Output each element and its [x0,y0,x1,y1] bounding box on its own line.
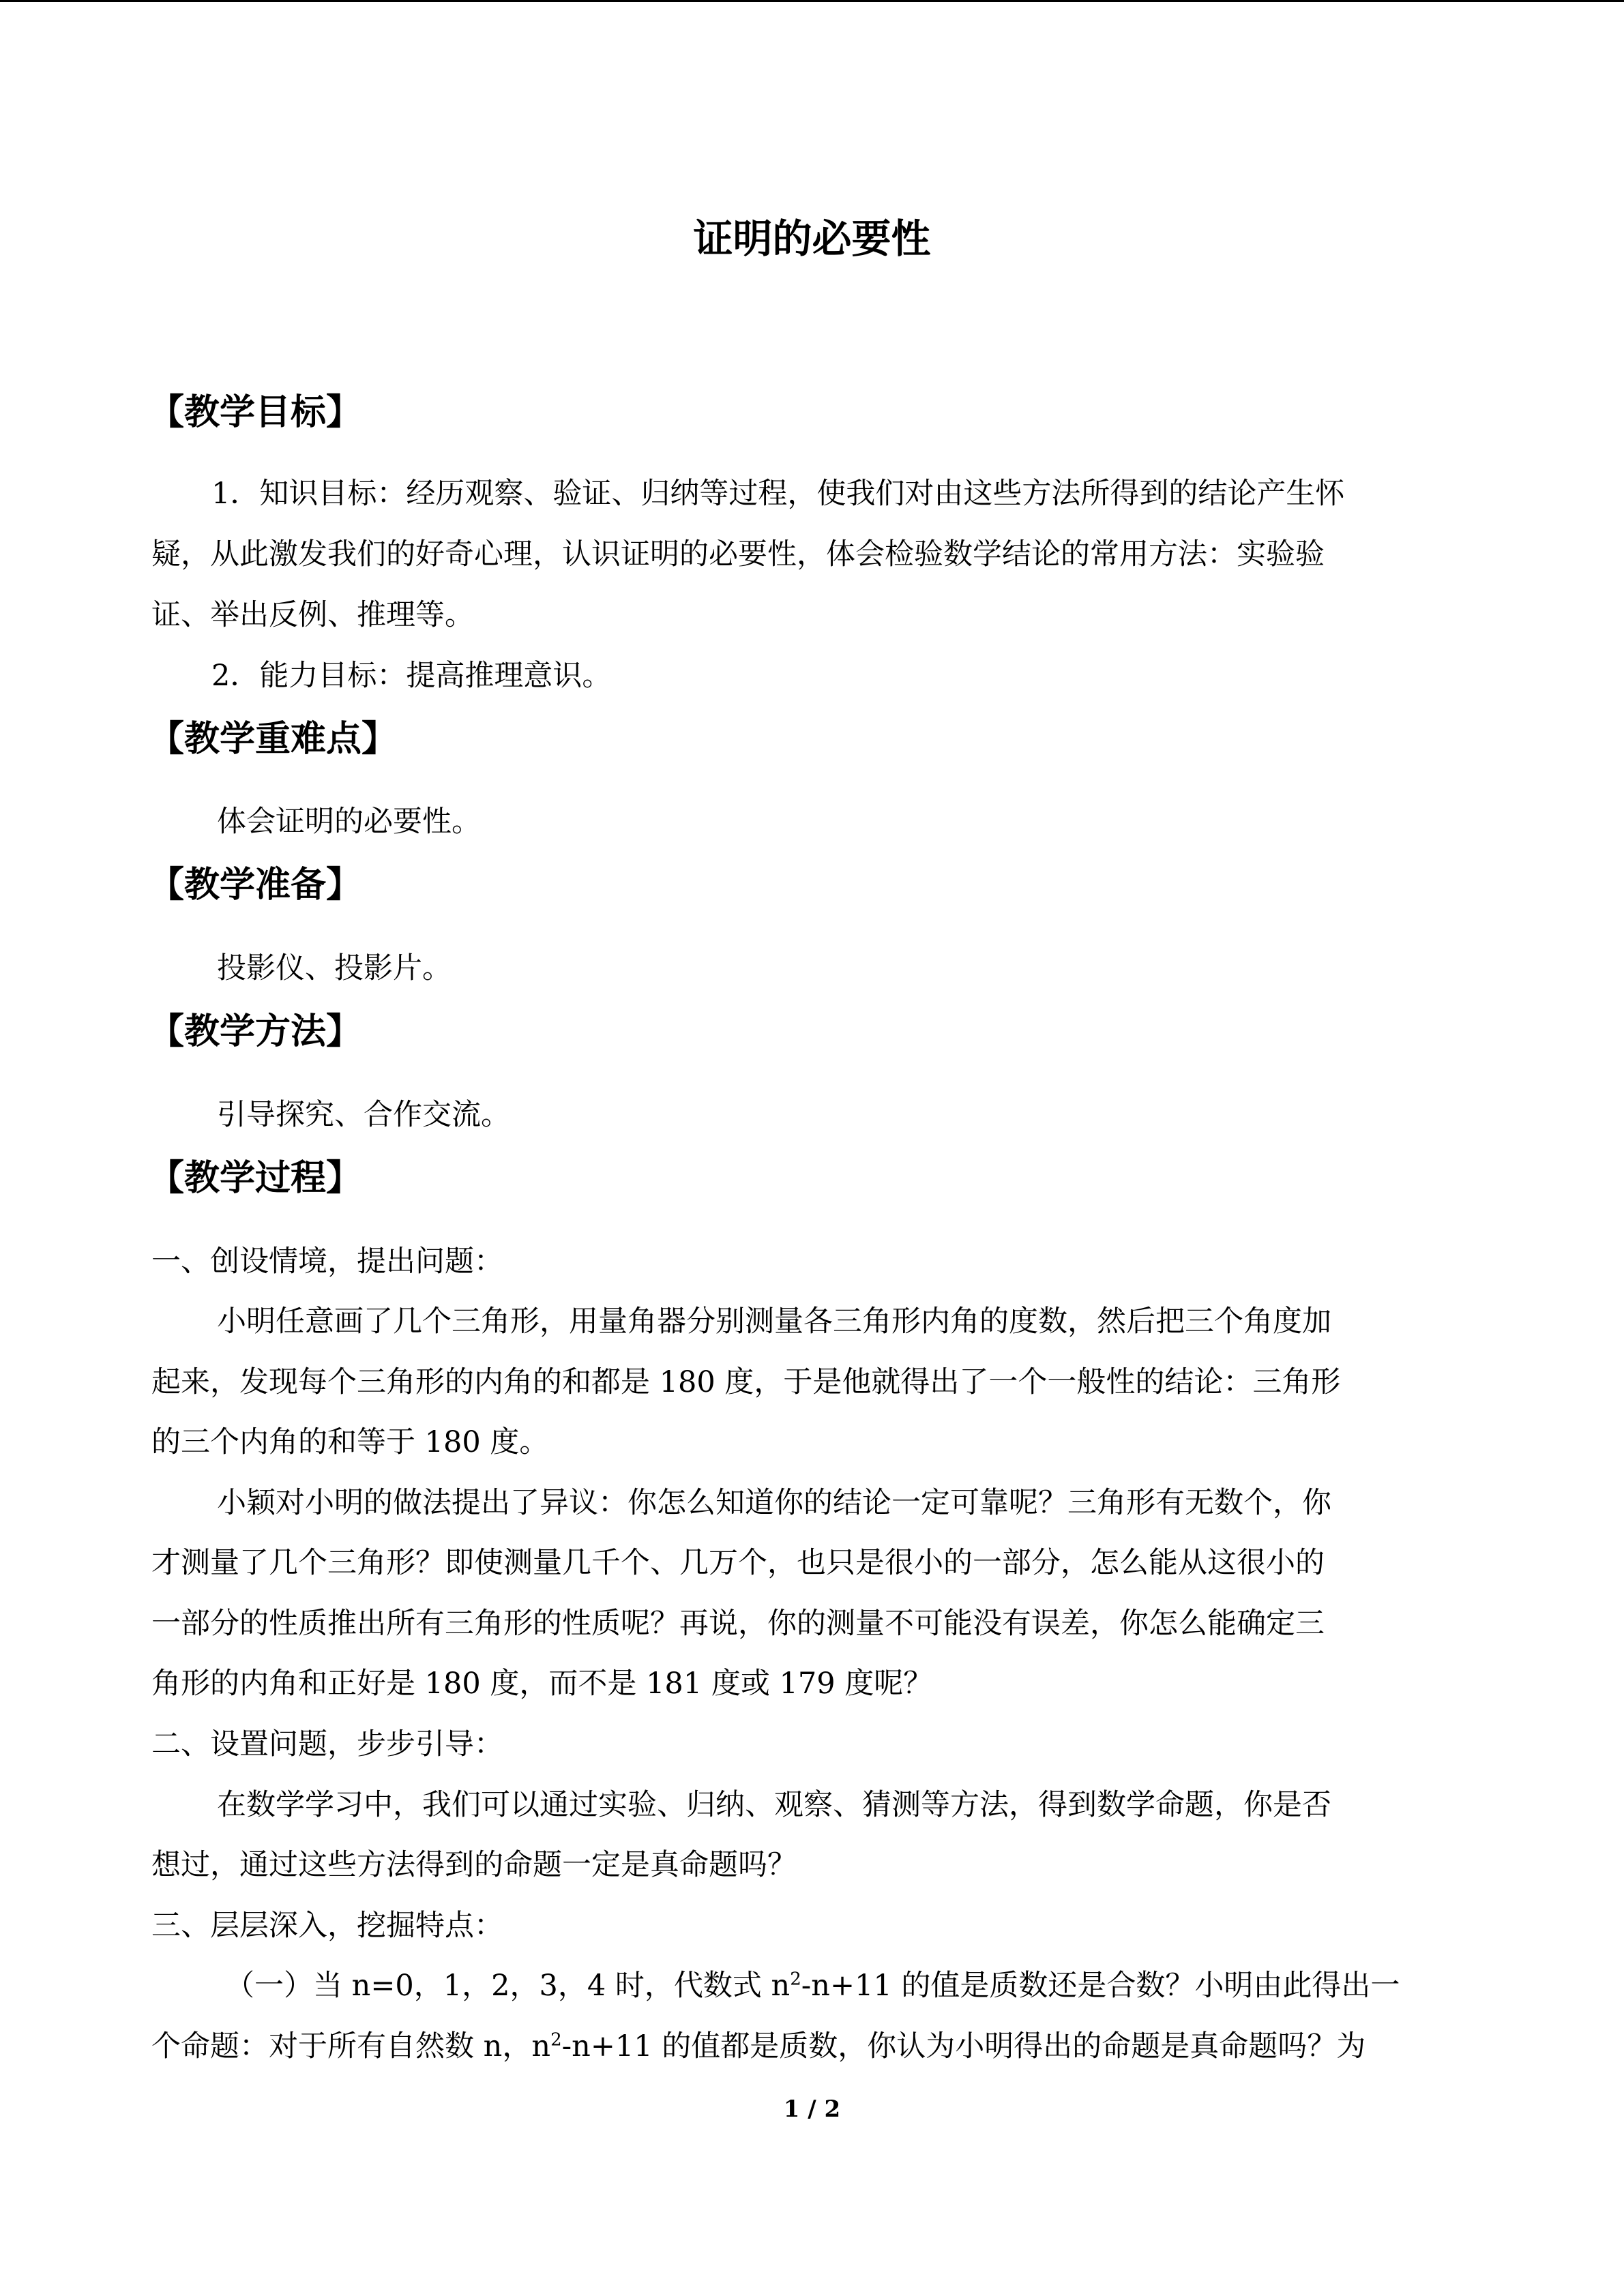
process-s1-title: 一、创设情境，提出问题： [151,1244,503,1279]
process-s1-p2-line2: 才测量了几个三角形？即使测量几千个、几万个，也只是很小的一部分，怎么能从这很小的 [151,1546,1325,1580]
process-s1-p2-line3: 一部分的性质推出所有三角形的性质呢？再说，你的测量不可能没有误差，你怎么能确定三 [151,1607,1325,1641]
page-number: 1 / 2 [783,2096,841,2123]
heading-preparation: 【教学准备】 [149,865,362,906]
process-s3-p1-line2 [151,2026,1365,2067]
process-s3-p1-line1-part-a: （一）当 n=0，1，2，3，4 时，代数式 n [225,1969,791,2003]
superscript-two: 2 [550,2029,562,2051]
document-title: 证明的必要性 [693,215,931,262]
superscript-two: 2 [790,1969,801,1990]
process-s3-p1-line2-part-a: 个命题：对于所有自然数 n，n [151,2029,551,2063]
process-s3-title: 三、层层深入，挖掘特点： [151,1909,503,1943]
process-s3-p1-line2-part-b: -n+11 的值都是质数，你认为小明得出的命题是真命题吗？为 [561,2029,1366,2063]
goals-p2-line1: 2．能力目标：提高推理意识。 [211,659,612,693]
heading-key-points: 【教学重难点】 [149,719,398,760]
key-points-line1: 体会证明的必要性。 [217,805,481,839]
process-s1-p2-line4: 角形的内角和正好是 180 度，而不是 181 度或 179 度呢？ [151,1667,933,1701]
process-s2-p1-line2: 想过，通过这些方法得到的命题一定是真命题吗？ [151,1848,797,1882]
heading-methods: 【教学方法】 [149,1011,362,1052]
process-s1-p1-line1: 小明任意画了几个三角形，用量角器分别测量各三角形内角的度数，然后把三个角度加 [217,1304,1331,1339]
heading-process: 【教学过程】 [149,1158,362,1199]
methods-line1: 引导探究、合作交流。 [217,1098,510,1132]
process-s1-p1-line2: 起来，发现每个三角形的内角的和都是 180 度，于是他就得出了一个一般性的结论：三角形 [151,1365,1341,1399]
goals-p1-line3: 证、举出反例、推理等。 [151,598,474,632]
process-s3-p1-line1 [225,1965,1400,2006]
process-s2-p1-line1: 在数学学习中，我们可以通过实验、归纳、观察、猜测等方法，得到数学命题，你是否 [217,1788,1331,1822]
goals-p1-line1: 1．知识目标：经历观察、验证、归纳等过程，使我们对由这些方法所得到的结论产生怀 [211,477,1345,511]
process-s3-p1-line1-part-b: -n+11 的值是质数还是合数？小明由此得出一 [801,1969,1400,2003]
preparation-line1: 投影仪、投影片。 [217,951,452,985]
goals-p1-line2: 疑，从此激发我们的好奇心理，认识证明的必要性，体会检验数学结论的常用方法：实验验 [151,537,1325,571]
heading-teaching-goals: 【教学目标】 [149,392,362,433]
process-s2-title: 二、设置问题，步步引导： [151,1727,503,1761]
top-border-line [0,0,1624,2]
process-s1-p1-line3: 的三个内角的和等于 180 度。 [151,1425,549,1459]
process-s1-p2-line1: 小颖对小明的做法提出了异议：你怎么知道你的结论一定可靠呢？三角形有无数个，你 [217,1486,1331,1520]
